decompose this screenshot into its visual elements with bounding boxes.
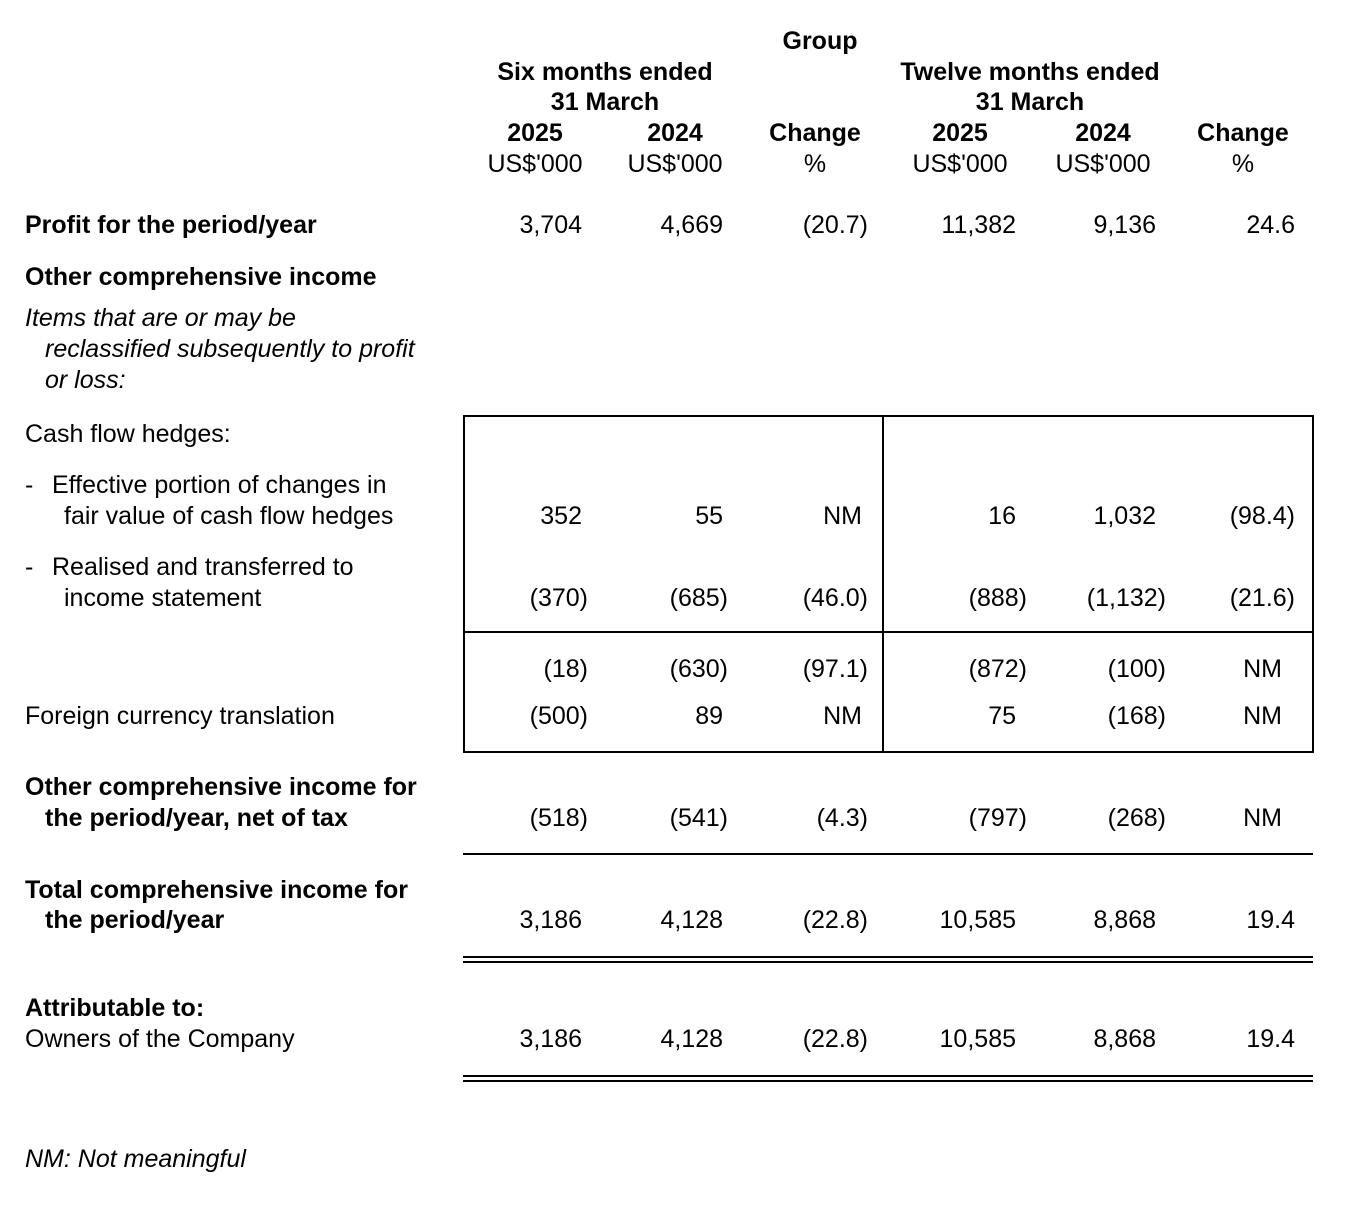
- label-cash-flow-hedges: Cash flow hedges:: [25, 420, 231, 448]
- value-cell: (518): [529, 804, 588, 832]
- dash-bullet: -: [25, 471, 34, 499]
- value-cell: 4,128: [660, 906, 723, 934]
- group-header: Group: [782, 27, 858, 55]
- col-header-year: 2025: [932, 119, 988, 147]
- value-cell: NM: [823, 702, 862, 730]
- footnote: NM: Not meaningful: [25, 1145, 246, 1173]
- value-cell: 3,186: [519, 906, 582, 934]
- box-subtotal-rule: [463, 631, 1314, 633]
- value-cell: (21.6): [1229, 584, 1295, 612]
- col-header-year: 2024: [1075, 119, 1131, 147]
- label-effective: fair value of cash flow hedges: [64, 502, 394, 530]
- value-cell: (872): [968, 655, 1027, 683]
- value-cell: 4,128: [660, 1025, 723, 1053]
- value-cell: 4,669: [660, 211, 723, 239]
- label-realised: Realised and transferred to: [52, 553, 354, 581]
- value-cell: (4.3): [816, 804, 868, 832]
- value-cell: (370): [529, 584, 588, 612]
- value-cell: (22.8): [802, 1025, 868, 1053]
- rule-double-bottom: [463, 1080, 1313, 1082]
- rule-double-top: [463, 1075, 1313, 1077]
- col-header-change: Change: [769, 119, 861, 147]
- value-cell: (500): [529, 702, 588, 730]
- value-cell: (541): [669, 804, 728, 832]
- value-cell: (18): [543, 655, 588, 683]
- value-cell: 19.4: [1246, 1025, 1295, 1053]
- col-header-unit: %: [803, 150, 827, 178]
- value-cell: (888): [968, 584, 1027, 612]
- value-cell: NM: [1243, 702, 1282, 730]
- value-cell: 55: [695, 502, 723, 530]
- value-cell: (168): [1107, 702, 1166, 730]
- col-header-year: 2024: [647, 119, 703, 147]
- col-header-unit: US$'000: [627, 150, 723, 178]
- value-cell: (797): [968, 804, 1027, 832]
- value-cell: 16: [988, 502, 1016, 530]
- col-header-unit: US$'000: [1055, 150, 1151, 178]
- label-oci-net: the period/year, net of tax: [45, 804, 348, 832]
- col-header-unit: %: [1231, 150, 1255, 178]
- label-items: Items that are or may be: [25, 304, 296, 332]
- value-cell: 10,585: [939, 906, 1016, 934]
- value-cell: (1,132): [1086, 584, 1166, 612]
- value-cell: 11,382: [941, 211, 1016, 239]
- twelve-months-date: 31 March: [975, 88, 1085, 116]
- value-cell: (100): [1107, 655, 1166, 683]
- col-header-unit: US$'000: [912, 150, 1008, 178]
- label-profit: Profit for the period/year: [25, 211, 317, 239]
- value-cell: 75: [988, 702, 1016, 730]
- value-cell: 3,704: [519, 211, 582, 239]
- label-owners: Owners of the Company: [25, 1025, 295, 1053]
- value-cell: (20.7): [802, 211, 868, 239]
- label-total-comprehensive: the period/year: [45, 906, 225, 934]
- value-cell: (685): [669, 584, 728, 612]
- six-months-date: 31 March: [550, 88, 660, 116]
- value-cell: (22.8): [802, 906, 868, 934]
- label-effective: Effective portion of changes in: [52, 471, 387, 499]
- col-header-unit: US$'000: [487, 150, 583, 178]
- label-foreign-currency: Foreign currency translation: [25, 702, 335, 730]
- rule-double-bottom: [463, 961, 1313, 963]
- six-months-header: Six months ended: [497, 58, 713, 86]
- label-oci: Other comprehensive income: [25, 263, 377, 291]
- label-realised: income statement: [64, 584, 262, 612]
- label-items: or loss:: [45, 366, 126, 394]
- col-header-change: Change: [1197, 119, 1289, 147]
- value-cell: (46.0): [802, 584, 868, 612]
- dash-bullet: -: [25, 553, 34, 581]
- value-cell: (97.1): [802, 655, 868, 683]
- col-header-year: 2025: [507, 119, 563, 147]
- value-cell: 8,868: [1093, 1025, 1156, 1053]
- twelve-months-header: Twelve months ended: [900, 58, 1160, 86]
- value-cell: NM: [823, 502, 862, 530]
- value-cell: (268): [1107, 804, 1166, 832]
- value-cell: 10,585: [939, 1025, 1016, 1053]
- value-cell: 8,868: [1093, 906, 1156, 934]
- value-cell: 352: [540, 502, 582, 530]
- value-cell: 9,136: [1093, 211, 1156, 239]
- rule-single: [463, 853, 1313, 855]
- value-cell: 89: [695, 702, 723, 730]
- value-cell: 19.4: [1246, 906, 1295, 934]
- value-cell: 1,032: [1093, 502, 1156, 530]
- value-cell: 3,186: [519, 1025, 582, 1053]
- label-attributable: Attributable to:: [25, 994, 205, 1022]
- value-cell: (98.4): [1229, 502, 1295, 530]
- rule-double-top: [463, 956, 1313, 958]
- label-items: reclassified subsequently to profit: [45, 335, 415, 363]
- label-total-comprehensive: Total comprehensive income for: [25, 876, 408, 904]
- value-cell: (630): [669, 655, 728, 683]
- value-cell: NM: [1243, 655, 1282, 683]
- value-cell: 24.6: [1246, 211, 1295, 239]
- value-cell: NM: [1243, 804, 1282, 832]
- label-oci-net: Other comprehensive income for: [25, 773, 417, 801]
